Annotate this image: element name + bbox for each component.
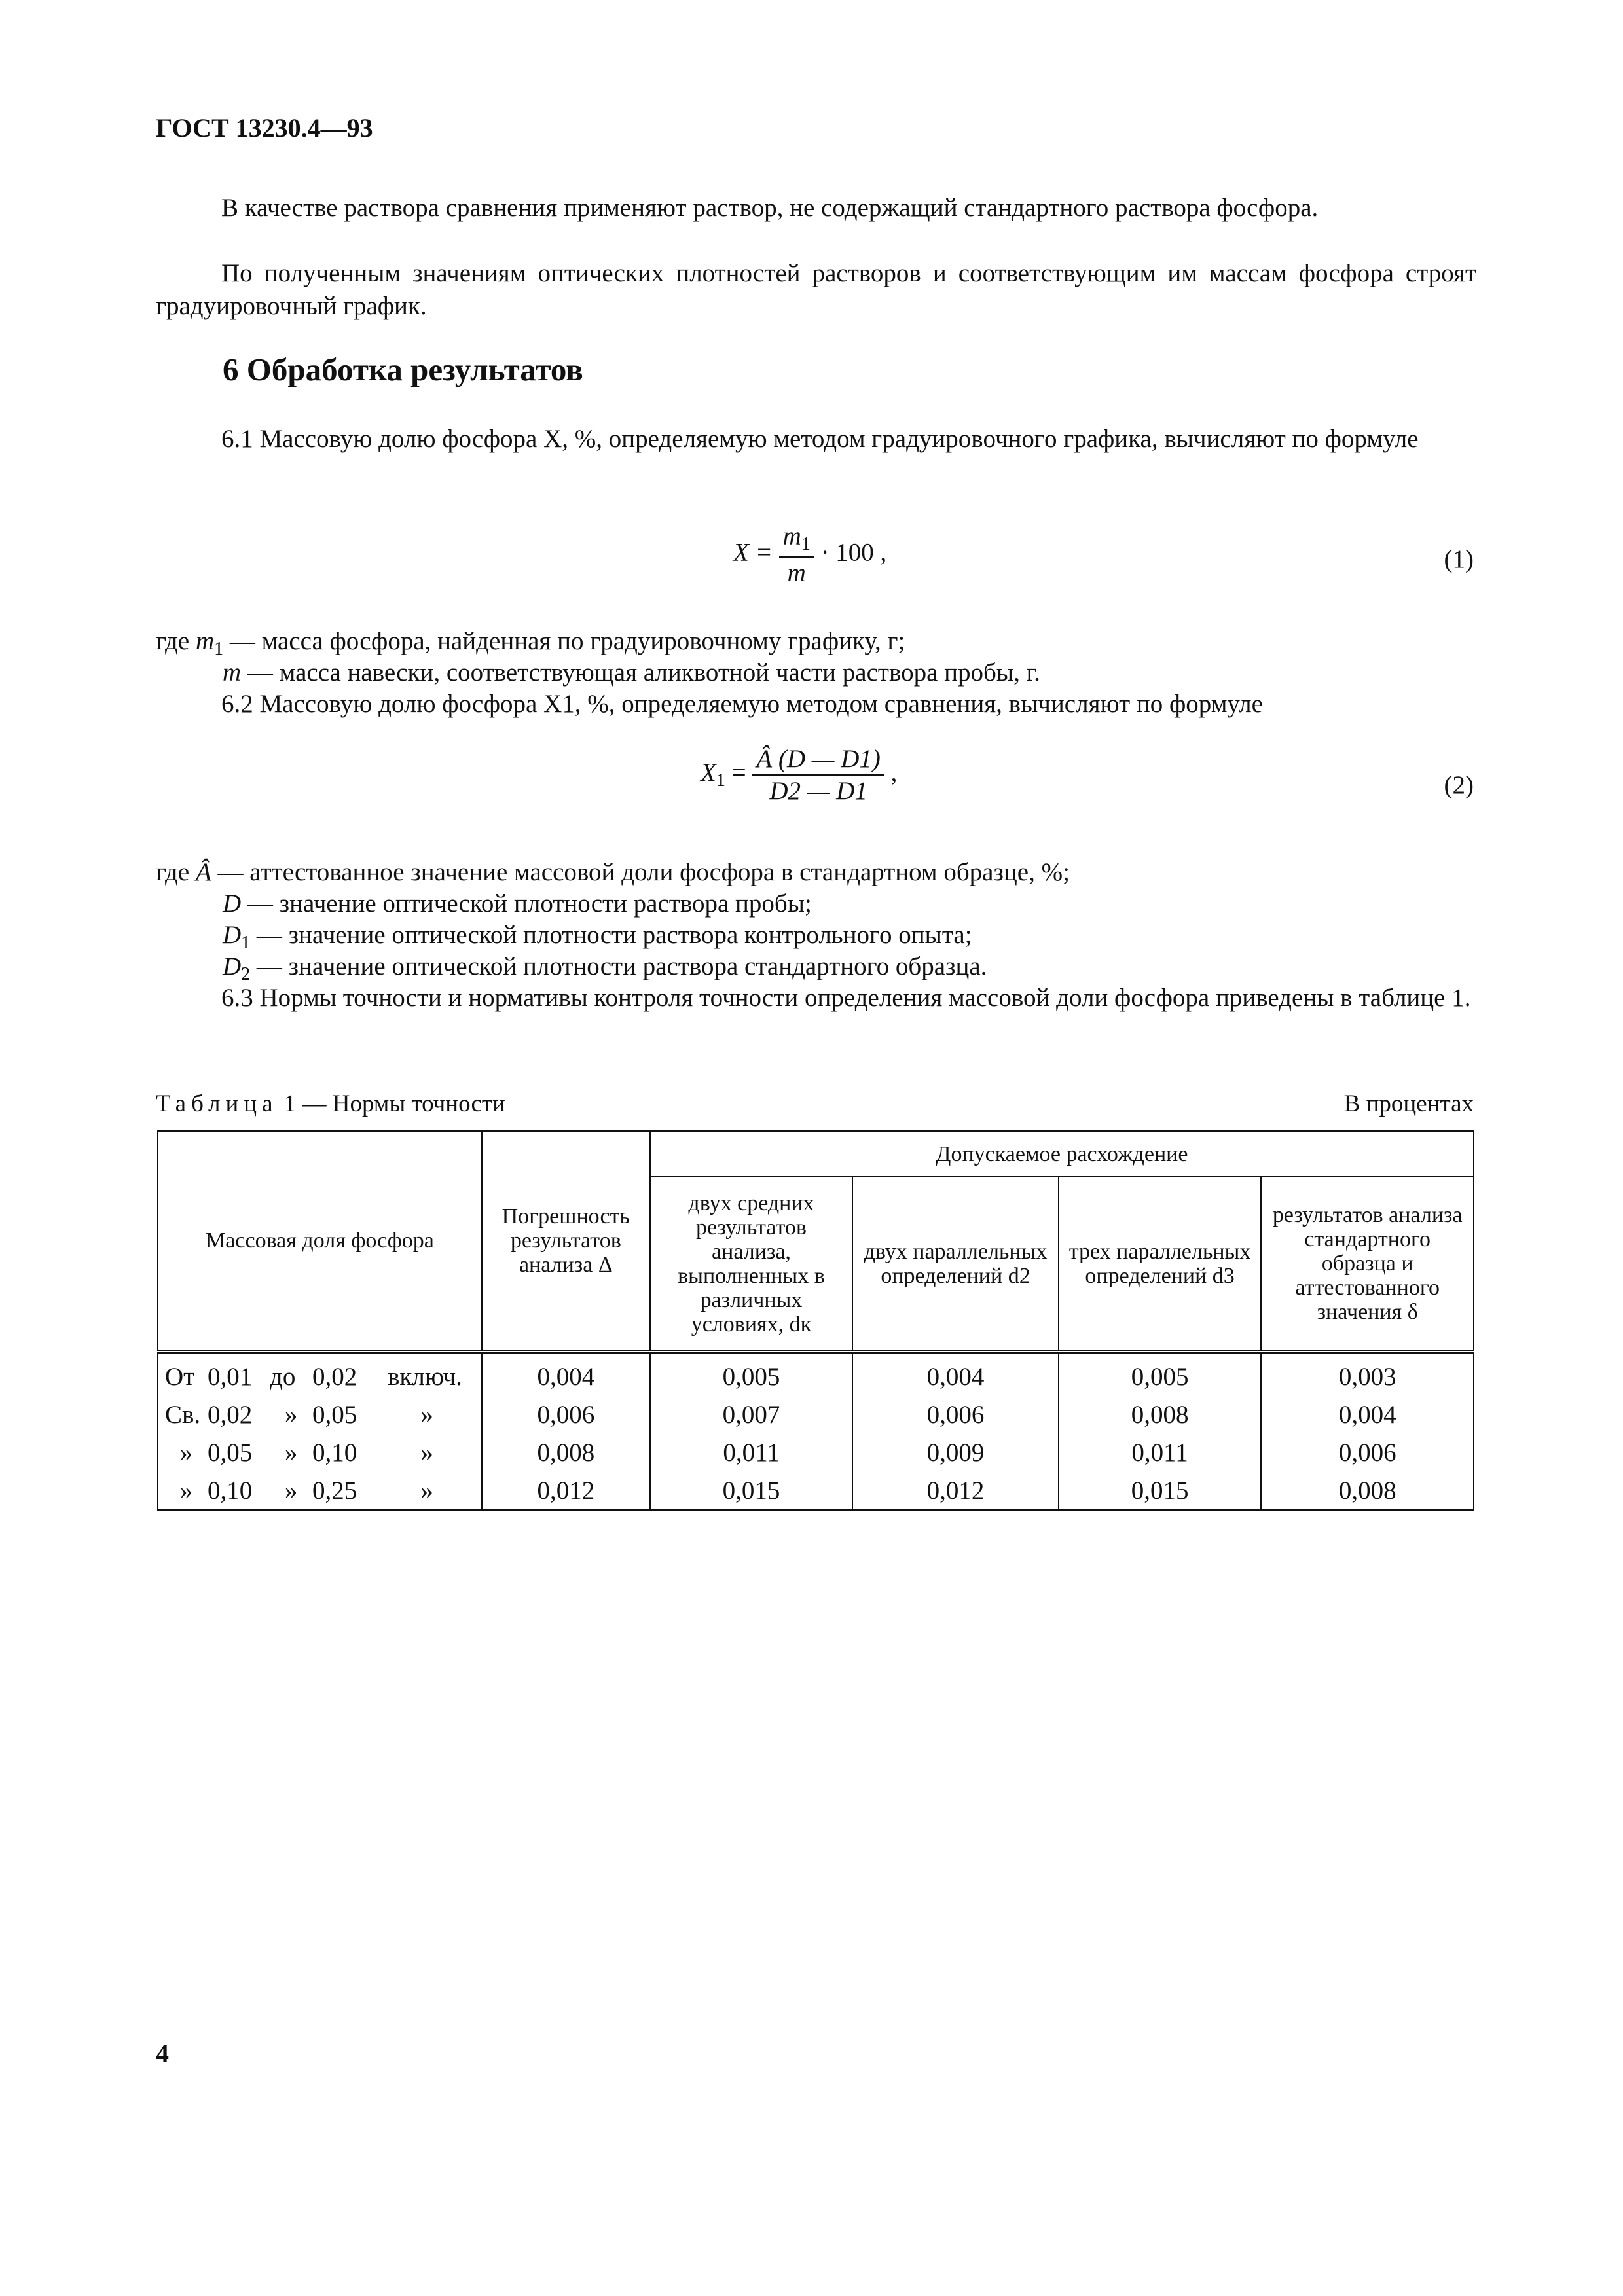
value-cell: 0,006 bbox=[1261, 1433, 1474, 1471]
value-cell: 0,008 bbox=[1059, 1395, 1262, 1433]
intro-paragraph-1: В качестве раствора сравнения применяют раствор, не содержащий стандартного раствора фосфора. bbox=[221, 194, 1319, 222]
formula-1-number: (1) bbox=[1444, 545, 1474, 573]
range-cell: Св. 0,02 » 0,05 » bbox=[158, 1395, 482, 1433]
header-three-parallel: трех параллельных определений d3 bbox=[1059, 1177, 1262, 1352]
value-cell: 0,003 bbox=[1261, 1352, 1474, 1395]
formula-2-fraction: $\frac{Â (D — D1)}{D2 — D1}$ bbox=[752, 746, 884, 804]
value-cell: 0,015 bbox=[650, 1471, 853, 1510]
formula-1 bbox=[733, 524, 886, 586]
header-two-parallel: двух параллельных определений d2 bbox=[852, 1177, 1059, 1352]
table-caption: Таблица 1 — Нормы точности bbox=[156, 1090, 505, 1117]
value-cell: 0,011 bbox=[650, 1433, 853, 1471]
value-cell: 0,008 bbox=[482, 1433, 650, 1471]
where2-item-1: D — значение оптической плотности раствора пробы; bbox=[223, 889, 812, 918]
clause-6-1: 6.1 Массовую долю фосфора X, %, определяемую методом градуировочного графика, вычисляют по формуле bbox=[221, 425, 1419, 453]
table-row bbox=[158, 1471, 1474, 1510]
header-error: Погрешность результатов анализа Δ bbox=[482, 1131, 650, 1352]
document-header: ГОСТ 13230.4—93 bbox=[156, 113, 373, 143]
page-number: 4 bbox=[156, 2039, 169, 2068]
norms-table bbox=[157, 1130, 1474, 1511]
formula-1-fraction: $\frac{m_1}{m}$ bbox=[779, 524, 814, 586]
value-cell: 0,004 bbox=[1261, 1395, 1474, 1433]
header-mass-fraction: Массовая доля фосфора bbox=[158, 1131, 482, 1352]
value-cell: 0,006 bbox=[852, 1395, 1059, 1433]
value-cell: 0,011 bbox=[1059, 1433, 1262, 1471]
header-allowed-discrepancy: Допускаемое расхождение bbox=[650, 1131, 1474, 1177]
where2-item-3: $D_2$ — значение оптической плотности раствора стандартного образца. bbox=[223, 952, 987, 984]
where2-item-0: где Â — аттестованное значение массовой доли фосфора в стандартном образце, %; bbox=[156, 858, 1070, 886]
clause-6-2: 6.2 Массовую долю фосфора X1, %, определяемую методом сравнения, вычисляют по формуле bbox=[221, 690, 1263, 718]
intro-paragraph-2: По полученным значениям оптических плотностей растворов и соответствующим им массам фосфора строят градуировочный график. bbox=[156, 259, 1476, 320]
header-standard-sample: результатов анализа стандартного образца и аттестованного значения δ bbox=[1261, 1177, 1474, 1352]
value-cell: 0,012 bbox=[852, 1471, 1059, 1510]
section-title: 6 Обработка результатов bbox=[223, 351, 583, 387]
value-cell: 0,004 bbox=[852, 1352, 1059, 1395]
table-row bbox=[158, 1352, 1474, 1395]
value-cell: 0,009 bbox=[852, 1433, 1059, 1471]
value-cell: 0,005 bbox=[1059, 1352, 1262, 1395]
range-cell: » 0,10 » 0,25 » bbox=[158, 1471, 482, 1510]
value-cell: 0,015 bbox=[1059, 1471, 1262, 1510]
where2-item-2: $D_1$ — значение оптической плотности раствора контрольного опыта; bbox=[223, 921, 972, 953]
range-cell: » 0,05 » 0,10 » bbox=[158, 1433, 482, 1471]
value-cell: 0,007 bbox=[650, 1395, 853, 1433]
value-cell: 0,006 bbox=[482, 1395, 650, 1433]
header-two-means: двух средних результатов анализа, выполненных в различных условиях, dк bbox=[650, 1177, 853, 1352]
range-cell: От 0,01 до 0,02 включ. bbox=[158, 1352, 482, 1395]
value-cell: 0,004 bbox=[482, 1352, 650, 1395]
formula-1-lhs: X = bbox=[733, 538, 773, 567]
table-row bbox=[158, 1395, 1474, 1433]
clause-6-3: 6.3 Нормы точности и нормативы контроля точности определения массовой доли фосфора приведены в таблице 1. bbox=[221, 984, 1471, 1012]
value-cell: 0,005 bbox=[650, 1352, 853, 1395]
table-row bbox=[158, 1433, 1474, 1471]
where1-item-0: где $m_1$ — масса фосфора, найденная по градуировочному графику, г; bbox=[156, 627, 905, 659]
formula-1-rhs: · 100 , bbox=[820, 538, 887, 567]
formula-2: $X_1$ = $\frac{Â (D — D1)}{D2 — D1}$ , bbox=[701, 745, 898, 805]
value-cell: 0,012 bbox=[482, 1471, 650, 1510]
table-units: В процентах bbox=[1343, 1090, 1474, 1117]
formula-2-number: (2) bbox=[1444, 771, 1474, 799]
value-cell: 0,008 bbox=[1261, 1471, 1474, 1510]
where1-item-1: m — масса навески, соответствующая аликвотной части раствора пробы, г. bbox=[223, 658, 1040, 687]
